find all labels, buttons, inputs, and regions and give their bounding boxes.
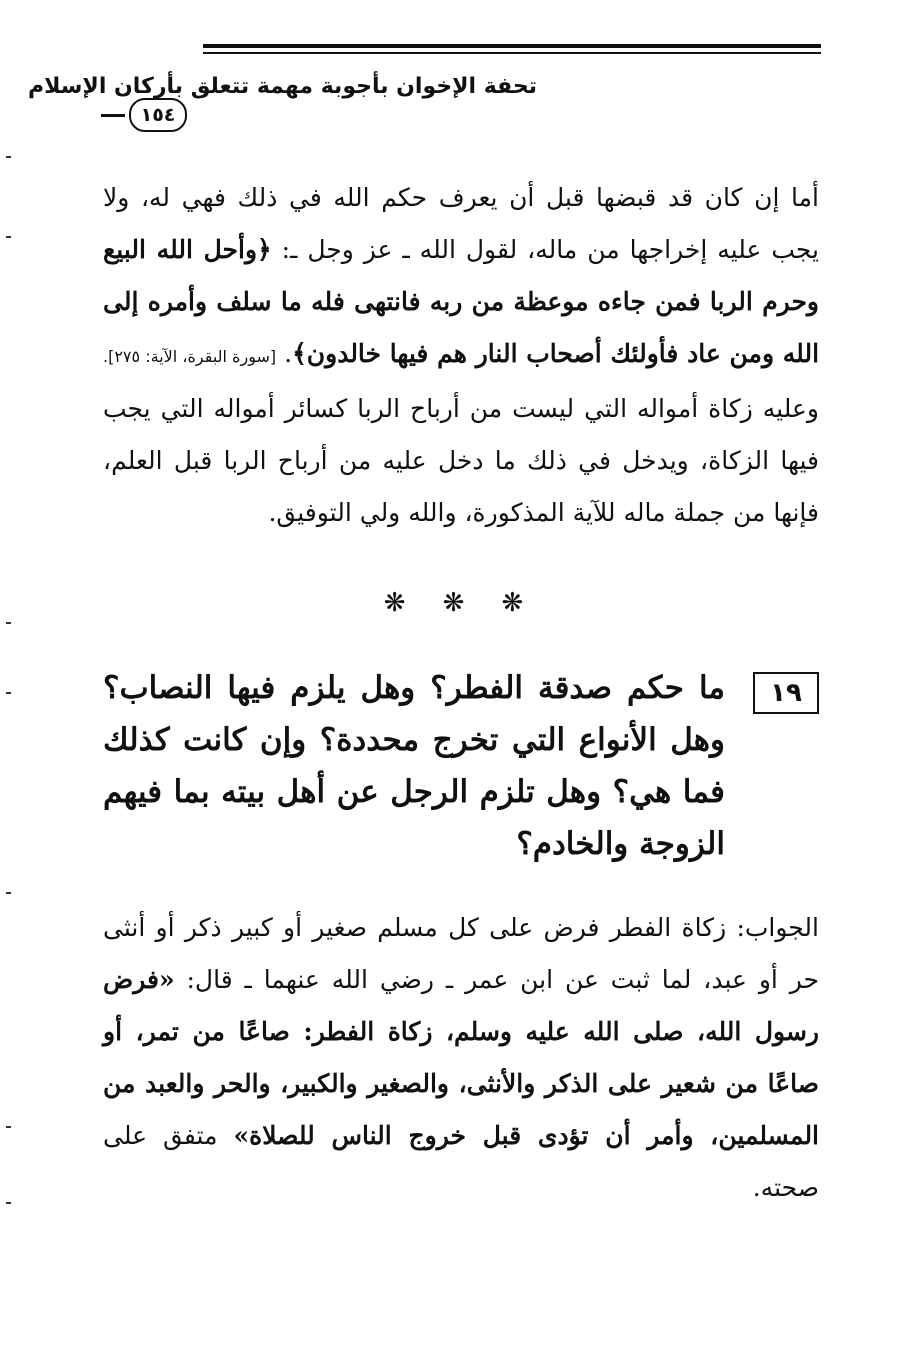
hadith-quote: «فرض رسول الله، صلى الله عليه وسلم، زكاة الفطر: صاعًا من تمر، أو صاعًا من شعير على الذكر والأنثى، والصغير والكبير، والحر والعبد من المسلمين، وأمر أن تؤدى قبل خروج الناس للصلاة» (103, 965, 820, 1150)
paragraph-text-end: . (284, 339, 293, 368)
answer-text-end: متفق على صحته. (103, 1121, 819, 1202)
question-block (103, 662, 819, 872)
question-number: ١٩ (753, 672, 819, 714)
margin-mark (6, 692, 11, 694)
margin-mark (6, 1202, 11, 1204)
margin-mark (6, 892, 11, 894)
margin-mark (6, 1126, 11, 1128)
margin-mark (6, 236, 11, 238)
paragraph-ruling (103, 172, 819, 539)
header-rule-thin (203, 52, 821, 54)
answer-text: الجواب: زكاة الفطر فرض على كل مسلم صغير أو كبير ذكر أو أنثى حر أو عبد، لما ثبت عن ابن عمر ـ رضي الله عنهما ـ قال: (103, 913, 819, 994)
quran-verse: ﴿وأحل الله البيع وحرم الربا فمن جاءه موعظة من ربه فانتهى فله ما سلف وأمره إلى الله ومن عاد فأولئك أصحاب النار هم فيها خالدون﴾ (103, 235, 820, 368)
paragraph-text-continued: وعليه زكاة أمواله التي ليست من أرباح الربا كسائر أمواله التي يجب فيها الزكاة، ويدخل في ذلك ما دخل عليه من أرباح الربا قبل العلم، فإنها من جملة ماله للآية المذكورة، والله ولي التوفيق. (103, 394, 819, 527)
page-number: ١٥٤ (129, 98, 187, 132)
margin-mark (6, 622, 11, 624)
paragraph-answer (103, 902, 819, 1214)
margin-mark (6, 156, 11, 158)
header-dash (101, 114, 125, 117)
page-number-badge (101, 98, 197, 134)
paragraph-text: أما إن كان قد قبضها قبل أن يعرف حكم الله في ذلك فهي له، ولا يجب عليه إخراجها من ماله، لقول الله ـ عز وجل ـ: (103, 183, 819, 264)
verse-citation: [سورة البقرة، الآية: ٢٧٥]. (103, 347, 277, 366)
question-text: ما حكم صدقة الفطر؟ وهل يلزم فيها النصاب؟ وهل الأنواع التي تخرج محددة؟ وإن كانت كذلك فما هي؟ وهل تلزم الرجل عن أهل بيته بما فيهم الزوجة والخادم؟ (103, 670, 725, 862)
section-separator: ❋ ❋ ❋ (383, 588, 538, 618)
header-rule-thick (203, 44, 821, 48)
book-title: تحفة الإخوان بأجوبة مهمة تتعلق بأركان الإسلام (27, 74, 537, 99)
running-header (27, 68, 821, 126)
